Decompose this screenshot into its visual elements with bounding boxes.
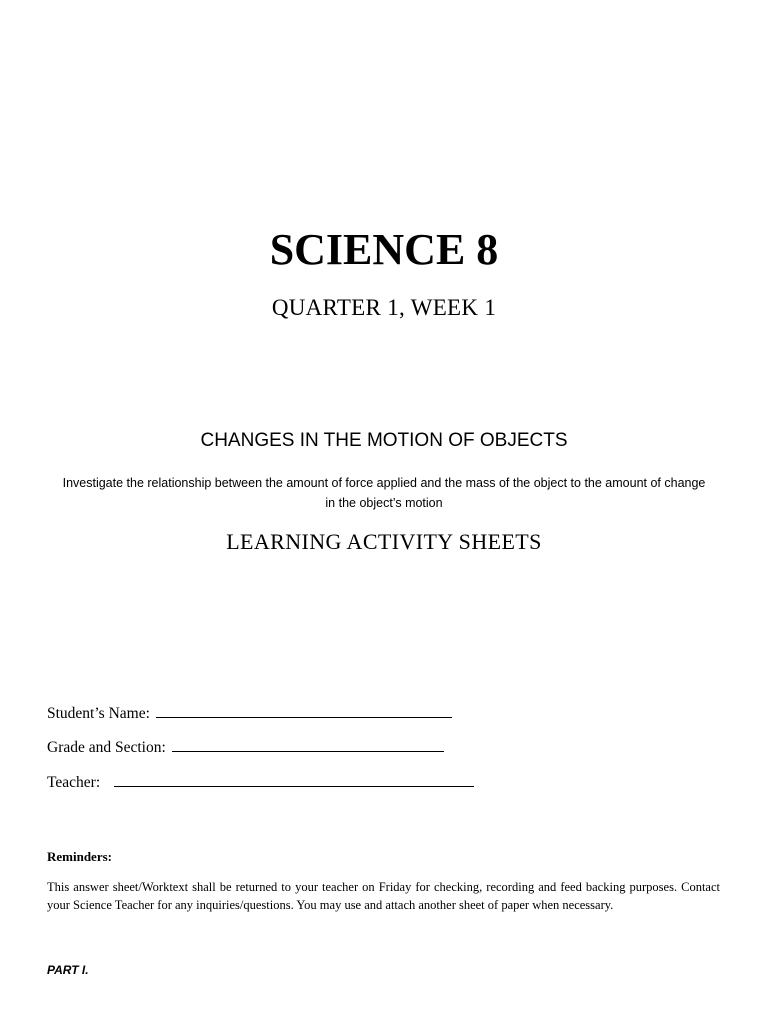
- reminders-text: This answer sheet/Worktext shall be returned to your teacher on Friday for checking, recording and feed backing purposes. Contact your Science Teacher for any inquiries/questions. You may use and attach another sheet of paper when necessary.: [47, 880, 720, 912]
- teacher-field: [47, 772, 474, 794]
- grade-section-field: [47, 737, 444, 759]
- lesson-objective: Investigate the relationship between the amount of force applied and the mass of the object to the amount of change in the object’s motion: [62, 476, 706, 510]
- grade-section-blank[interactable]: [172, 737, 444, 752]
- sheet-type-heading: LEARNING ACTIVITY SHEETS: [226, 529, 542, 554]
- page-title: SCIENCE 8: [269, 225, 499, 274]
- student-name-field: [47, 703, 452, 725]
- student-name-label: Student’s Name:: [47, 705, 150, 722]
- part-label: PART I.: [47, 963, 89, 977]
- teacher-label: Teacher:: [47, 774, 101, 791]
- student-name-blank[interactable]: [156, 703, 452, 718]
- teacher-blank[interactable]: [114, 772, 474, 787]
- reminders-heading: Reminders:: [47, 849, 112, 864]
- quarter-week-subtitle: QUARTER 1, WEEK 1: [271, 295, 497, 320]
- grade-section-label: Grade and Section:: [47, 739, 166, 756]
- lesson-topic: CHANGES IN THE MOTION OF OBJECTS: [200, 430, 568, 451]
